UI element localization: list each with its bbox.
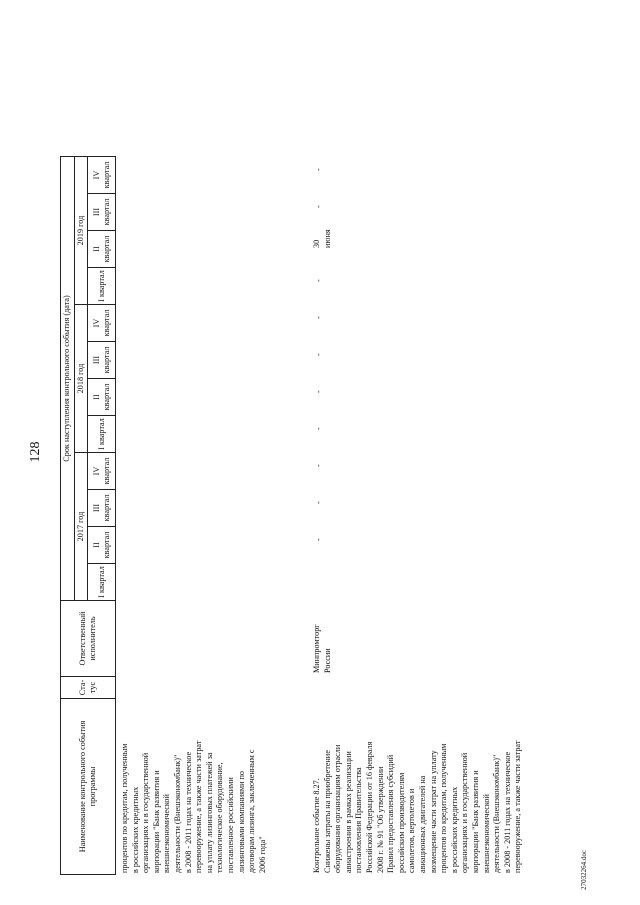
dash-2018-q3: - [314,353,323,356]
header-quarter: III квартал [88,342,116,379]
header-name: Наименование контрольного события программы [61,699,116,875]
dash-2018-q1: - [314,427,323,430]
header-year-2017: 2017 год [75,453,88,601]
header-quarter: IV квартал [88,157,116,194]
header-responsible: Ответственный исполнитель [61,601,116,677]
header-quarter: I квартал [88,268,116,305]
dash-2017-q3: - [314,501,323,504]
header-quarter: III квартал [88,490,116,527]
header-quarter: II квартал [88,231,116,268]
date-2019-q2: 30 июня [312,229,332,248]
row-2-name: Контрольное событие 8.27. Снижены затраты на приобретение оборудования организациям отрасли авиастроения в рамках реализации постановления Правительства Российской Федерации от 16 февраля 2008 г. № 91 "Об утверждении Правил предоставления субсидий российским производителям самолетов, вертолетов и авиационных двигателей на возмещение части затрат на уплату процентов по кредитам, полученным в российских кредитных организациях и в государственной корпорации "Банк развития и внешнеэкономической деятельности (Внешэкономбанк)" в 2008 - 2011 годах на техническое перевооружение, а также части затрат [312,740,523,873]
dash-2018-q2: - [314,390,323,393]
control-events-table [60,156,116,875]
page-number: 128 [28,441,43,463]
header-quarter: I квартал [88,416,116,453]
header-quarter: III квартал [88,194,116,231]
row-1-name: процентов по кредитам, полученным в российских кредитных организациях и в государственной корпорации "Банк развития и внешнеэкономической деятельности (Внешэкономбанк)" в 2008 - 2011 годах на техническое перевооружение, а также части затрат на уплату лизинговых платежей за технологическое оборудование, поставленное российскими лизинговыми компаниями по договорам лизинга, заключенным с 2006 года" [120,740,267,873]
header-quarter: IV квартал [88,305,116,342]
header-quarter: I квартал [88,564,116,601]
dash-2017-q2: - [314,538,323,541]
dash-2018-q4: - [314,316,323,319]
header-quarter: IV квартал [88,453,116,490]
header-deadline: Срок наступления контрольного события (дата) [61,157,75,601]
header-quarter: II квартал [88,379,116,416]
header-year-2018: 2018 год [75,305,88,453]
dash-2019-q3: - [314,205,323,208]
row-2-responsible: Минпромторг России [312,624,332,673]
header-year-2019: 2019 год [75,157,88,305]
dash-2017-q4: - [314,464,323,467]
header-quarter: II квартал [88,527,116,564]
dash-2019-q4: - [314,168,323,171]
dash-2019-q1: - [314,279,323,282]
header-status: Ста- тус [61,677,116,699]
footer-filename: 27032264.doc [580,850,588,890]
